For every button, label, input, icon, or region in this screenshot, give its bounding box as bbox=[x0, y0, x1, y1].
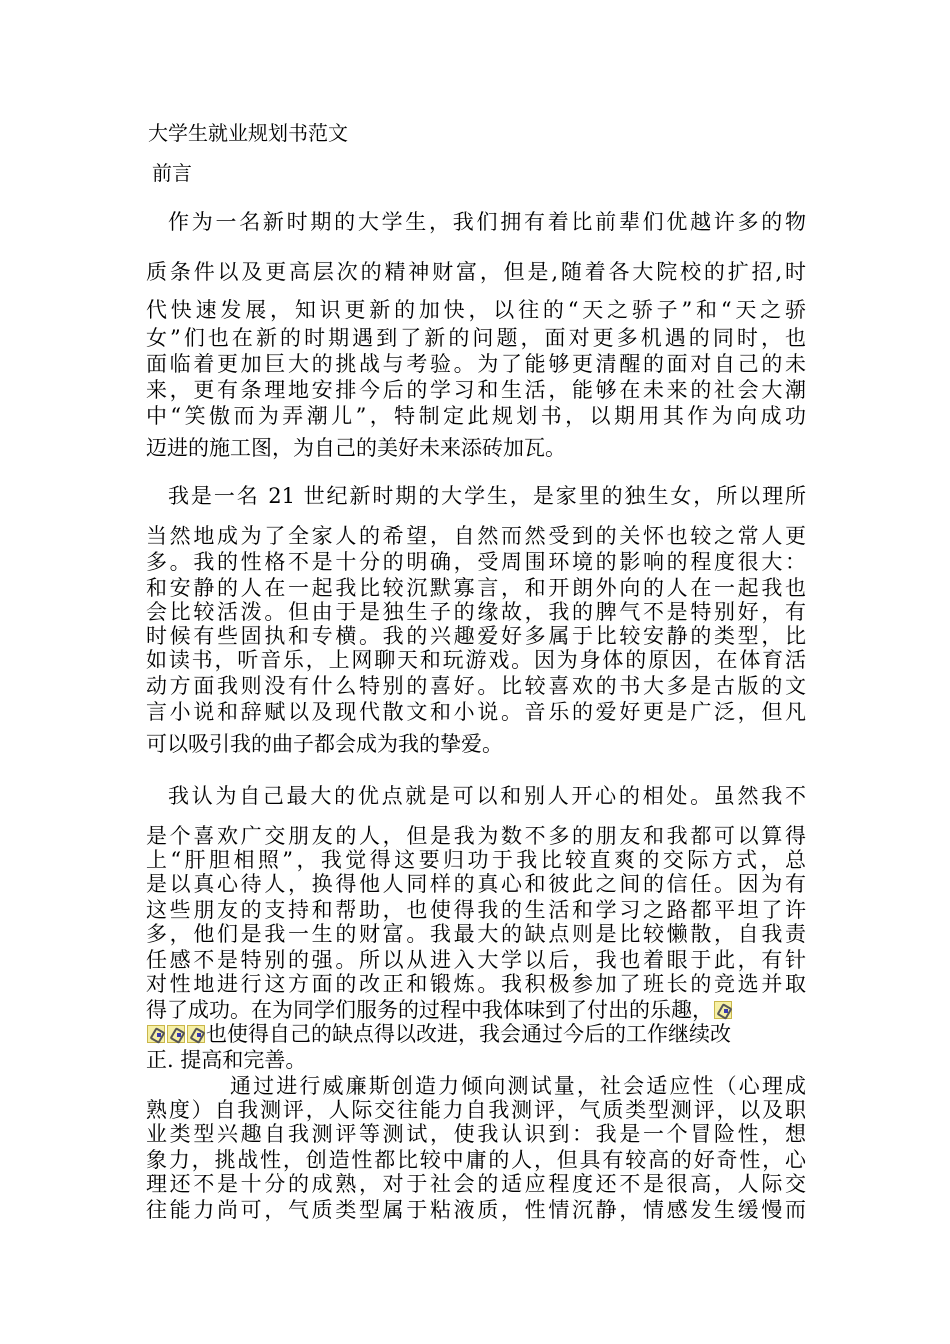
p2-line-10: 可以吸引我的曲子都会成为我的挚爱。 bbox=[146, 732, 503, 756]
p2-line-6: 时候有些固执和专横。我的兴趣爱好多属于比较安静的类型，比 bbox=[146, 624, 806, 648]
p3-line-11: 正. 提高和完善。 bbox=[146, 1048, 307, 1072]
p3-line-4: 是以真心待人，换得他人同样的真心和彼此之间的信任。因为有 bbox=[146, 872, 806, 896]
p2-line-8: 动方面我则没有什么特别的喜好。比较喜欢的书大多是古版的文 bbox=[146, 674, 806, 698]
p3-line-3: 上“肝胆相照”，我觉得这要归功于我比较直爽的交际方式，总 bbox=[146, 848, 806, 872]
p1-line-6: 来，更有条理地安排今后的学习和生活，能够在未来的社会大潮 bbox=[146, 378, 806, 402]
broken-glyph-icon bbox=[714, 1001, 732, 1019]
p1-line-3: 代快速发展，知识更新的加快，以往的“天之骄子”和“天之骄 bbox=[146, 298, 806, 322]
p2-line-9: 言小说和辞赋以及现代散文和小说。音乐的爱好更是广泛，但凡 bbox=[146, 700, 806, 724]
p1-line-2: 质条件以及更高层次的精神财富，但是,随着各大院校的扩招,时 bbox=[146, 260, 806, 284]
p3-line-6: 多，他们是我一生的财富。我最大的缺点则是比较懒散，自我责 bbox=[146, 922, 806, 946]
p2-line-3: 多。我的性格不是十分的明确，受周围环境的影响的程度很大： bbox=[146, 550, 806, 574]
p3-line-1: 我认为自己最大的优点就是可以和别人开心的相处。虽然我不 bbox=[168, 784, 806, 808]
p1-line-8: 迈进的施工图，为自己的美好未来添砖加瓦。 bbox=[146, 436, 566, 460]
p3-line-2: 是个喜欢广交朋友的人，但是我为数不多的朋友和我都可以算得 bbox=[146, 824, 806, 848]
p1-line-1: 作为一名新时期的大学生，我们拥有着比前辈们优越许多的物 bbox=[168, 210, 806, 234]
p4-line-5: 理还不是十分的成熟，对于社会的适应程度还不是很高，人际交 bbox=[146, 1172, 806, 1196]
broken-glyph-icon bbox=[167, 1025, 185, 1043]
p3-line-10-text: 也使得自己的缺点得以改进，我会通过今后的工作继续改 bbox=[206, 1022, 731, 1046]
p4-line-1: 通过进行威廉斯创造力倾向测试量，社会适应性（心理成 bbox=[230, 1074, 806, 1098]
p3-line-8: 对性地进行这方面的改正和锻炼。我积极参加了班长的竞选并取 bbox=[146, 972, 806, 996]
p2-line-2: 当然地成为了全家人的希望，自然而然受到的关怀也较之常人更 bbox=[146, 524, 806, 548]
section-heading-preface: 前言 bbox=[152, 161, 192, 185]
broken-glyph-icon bbox=[147, 1025, 165, 1043]
p4-line-6: 往能力尚可，气质类型属于粘液质，性情沉静，情感发生缓慢而 bbox=[146, 1198, 806, 1222]
p1-line-7: 中“笑傲而为弄潮儿”，特制定此规划书，以期用其作为向成功 bbox=[146, 404, 806, 428]
document-title: 大学生就业规划书范文 bbox=[148, 121, 348, 145]
p3-line-9-text: 得了成功。在为同学们服务的过程中我体味到了付出的乐趣， bbox=[146, 998, 713, 1022]
p2-line-1: 我是一名 21 世纪新时期的大学生，是家里的独生女，所以理所 bbox=[168, 484, 806, 508]
p2-line-4: 和安静的人在一起我比较沉默寡言，和开朗外向的人在一起我也 bbox=[146, 576, 806, 600]
p1-line-5: 面临着更加巨大的挑战与考验。为了能够更清醒的面对自己的未 bbox=[146, 352, 806, 376]
p2-line-7: 如读书，听音乐，上网聊天和玩游戏。因为身体的原因，在体育活 bbox=[146, 648, 806, 672]
p4-line-2: 熟度）自我测评，人际交往能力自我测评，气质类型测评，以及职 bbox=[146, 1098, 806, 1122]
broken-glyph-icon bbox=[187, 1025, 205, 1043]
p4-line-3: 业类型兴趣自我测评等测试，使我认识到：我是一个冒险性，想 bbox=[146, 1122, 806, 1146]
p2-line-5: 会比较活泼。但由于是独生子的缘故，我的脾气不是特别好，有 bbox=[146, 600, 806, 624]
p3-line-10 bbox=[146, 1020, 806, 1048]
p3-line-7: 任感不是特别的强。所以从进入大学以后，我也着眼于此，有针 bbox=[146, 948, 806, 972]
p3-line-5: 这些朋友的支持和帮助，也使得我的生活和学习之路都平坦了许 bbox=[146, 898, 806, 922]
p1-line-4: 女”们也在新的时期遇到了新的问题，面对更多机遇的同时，也 bbox=[146, 326, 806, 350]
p4-line-4: 象力，挑战性，创造性都比较中庸的人，但具有较高的好奇性，心 bbox=[146, 1148, 806, 1172]
